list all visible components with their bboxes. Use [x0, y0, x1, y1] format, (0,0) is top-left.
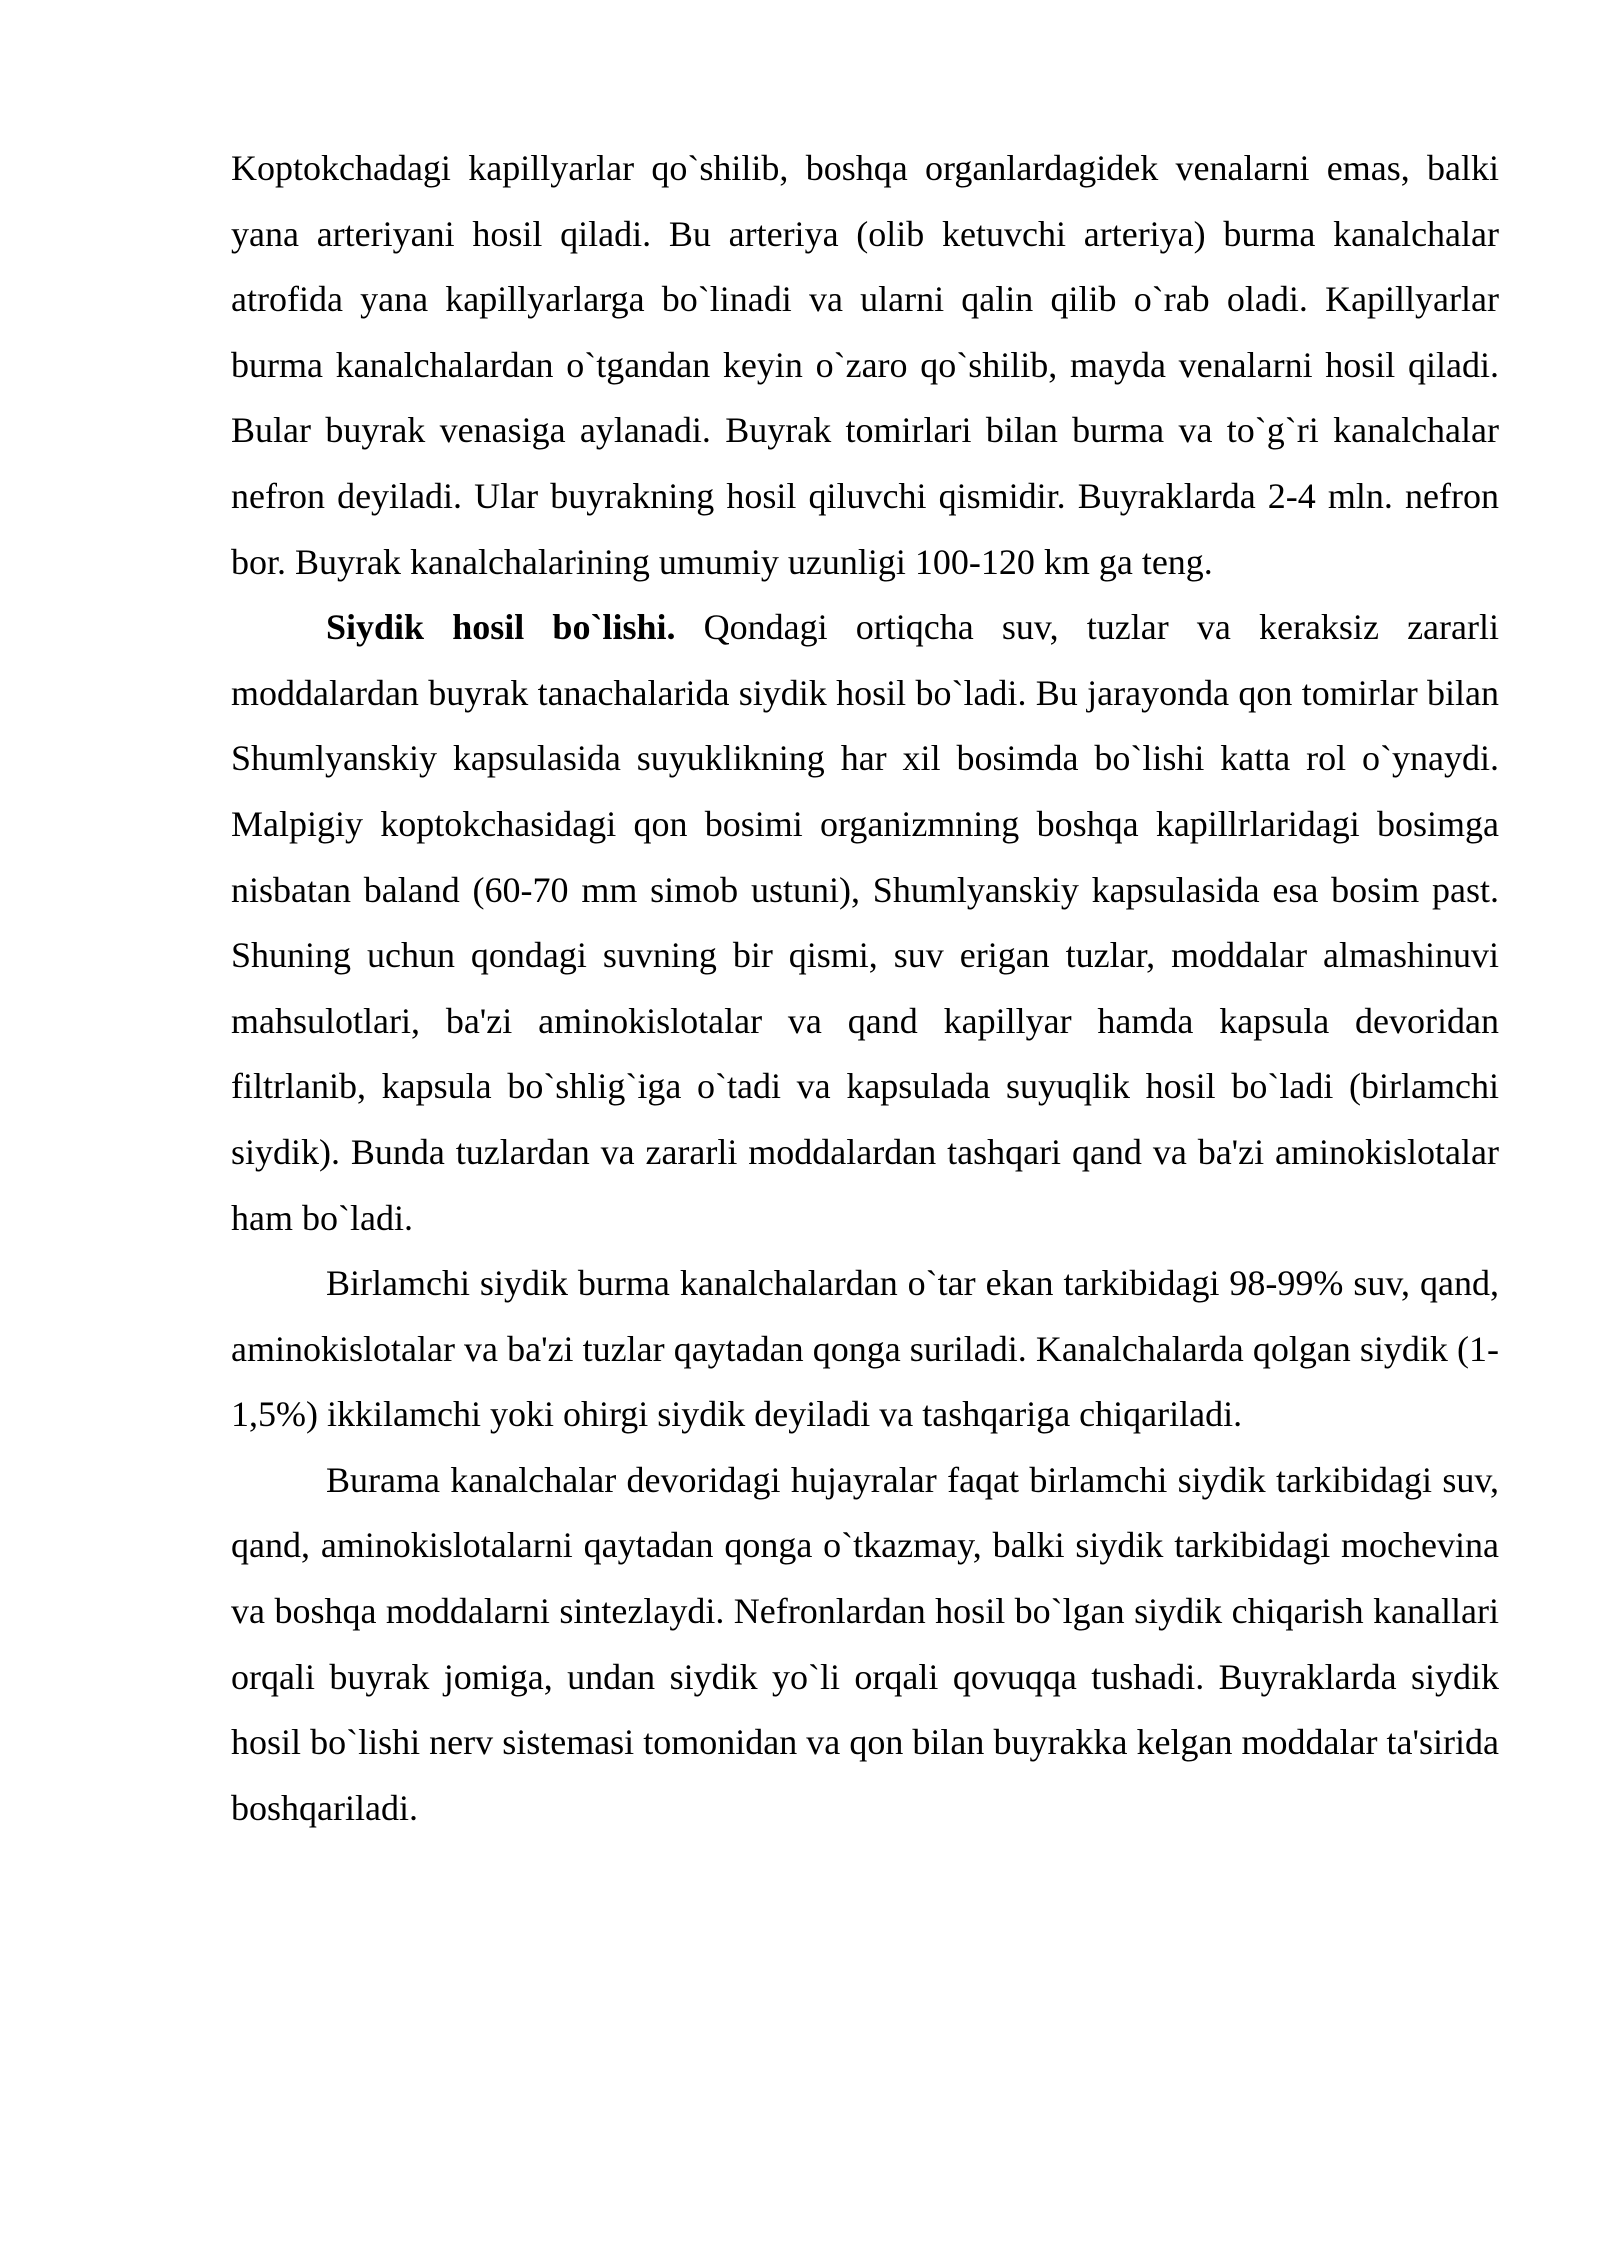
- paragraph-body-siydik-hosil-bolishi: Qondagi ortiqcha suv, tuzlar va keraksiz zararli moddalardan buyrak tanachalarida siydik hosil bo`ladi. Bu jarayonda qon tomirlar bilan Shumlyanskiy kapsulasida suyuklikning har xil bosimda bo`lishi katta rol o`ynaydi. Malpigiy koptokchasidagi qon bosimi organizmning boshqa kapillrlaridagi bosimga nisbatan baland (60-70 mm simob ustuni), Shumlyanskiy kapsulasida esa bosim past. Shuning uchun qondagi suvning bir qismi, suv erigan tuzlar, moddalar almashinuvi mahsulotlari, ba'zi aminokislotalar va qand kapillyar hamda kapsula devoridan filtrlanib, kapsula bo`shlig`iga o`tadi va kapsulada suyuqlik hosil bo`ladi (birlamchi siydik). Bunda tuzlardan va zararli moddalardan tashqari qand va ba'zi aminokislotalar ham bo`ladi.: [231, 607, 1499, 1238]
- section-heading-siydik-hosil-bolishi: Siydik hosil bo`lishi.: [326, 607, 676, 648]
- document-page: [231, 136, 1499, 1841]
- paragraph-siydik-hosil-bolishi: [231, 595, 1499, 1251]
- paragraph-birlamchi-siydik: Birlamchi siydik burma kanalchalardan o`tar ekan tarkibidagi 98-99% suv, qand, aminokislotalar va ba'zi tuzlar qaytadan qonga suriladi. Kanalchalarda qolgan siydik (1-1,5%) ikkilamchi yoki ohirgi siydik deyiladi va tashqariga chiqariladi.: [231, 1263, 1499, 1435]
- paragraph-kapillyarlar: Koptokchadagi kapillyarlar qo`shilib, boshqa organlardagidek venalarni emas, balki yana arteriyani hosil qiladi. Bu arteriya (olib ketuvchi arteriya) burma kanalchalar atrofida yana kapillyarlarga bo`linadi va ularni qalin qilib o`rab oladi. Kapillyarlar burma kanalchalardan o`tgandan keyin o`zaro qo`shilib, mayda venalarni hosil qiladi. Bular buyrak venasiga aylanadi. Buyrak tomirlari bilan burma va to`g`ri kanalchalar nefron deyiladi. Ular buyrakning hosil qiluvchi qismidir. Buyraklarda 2-4 mln. nefron bor. Buyrak kanalchalarining umumiy uzunligi 100-120 km ga teng.: [231, 148, 1499, 582]
- paragraph-burama-kanalchalar: Burama kanalchalar devoridagi hujayralar faqat birlamchi siydik tarkibidagi suv, qand, aminokislotalarni qaytadan qonga o`tkazmay, balki siydik tarkibidagi mochevina va boshqa moddalarni sintezlaydi. Nefronlardan hosil bo`lgan siydik chiqarish kanallari orqali buyrak jomiga, undan siydik yo`li orqali qovuqqa tushadi. Buyraklarda siydik hosil bo`lishi nerv sistemasi tomonidan va qon bilan buyrakka kelgan moddalar ta'sirida boshqariladi.: [231, 1459, 1499, 1828]
